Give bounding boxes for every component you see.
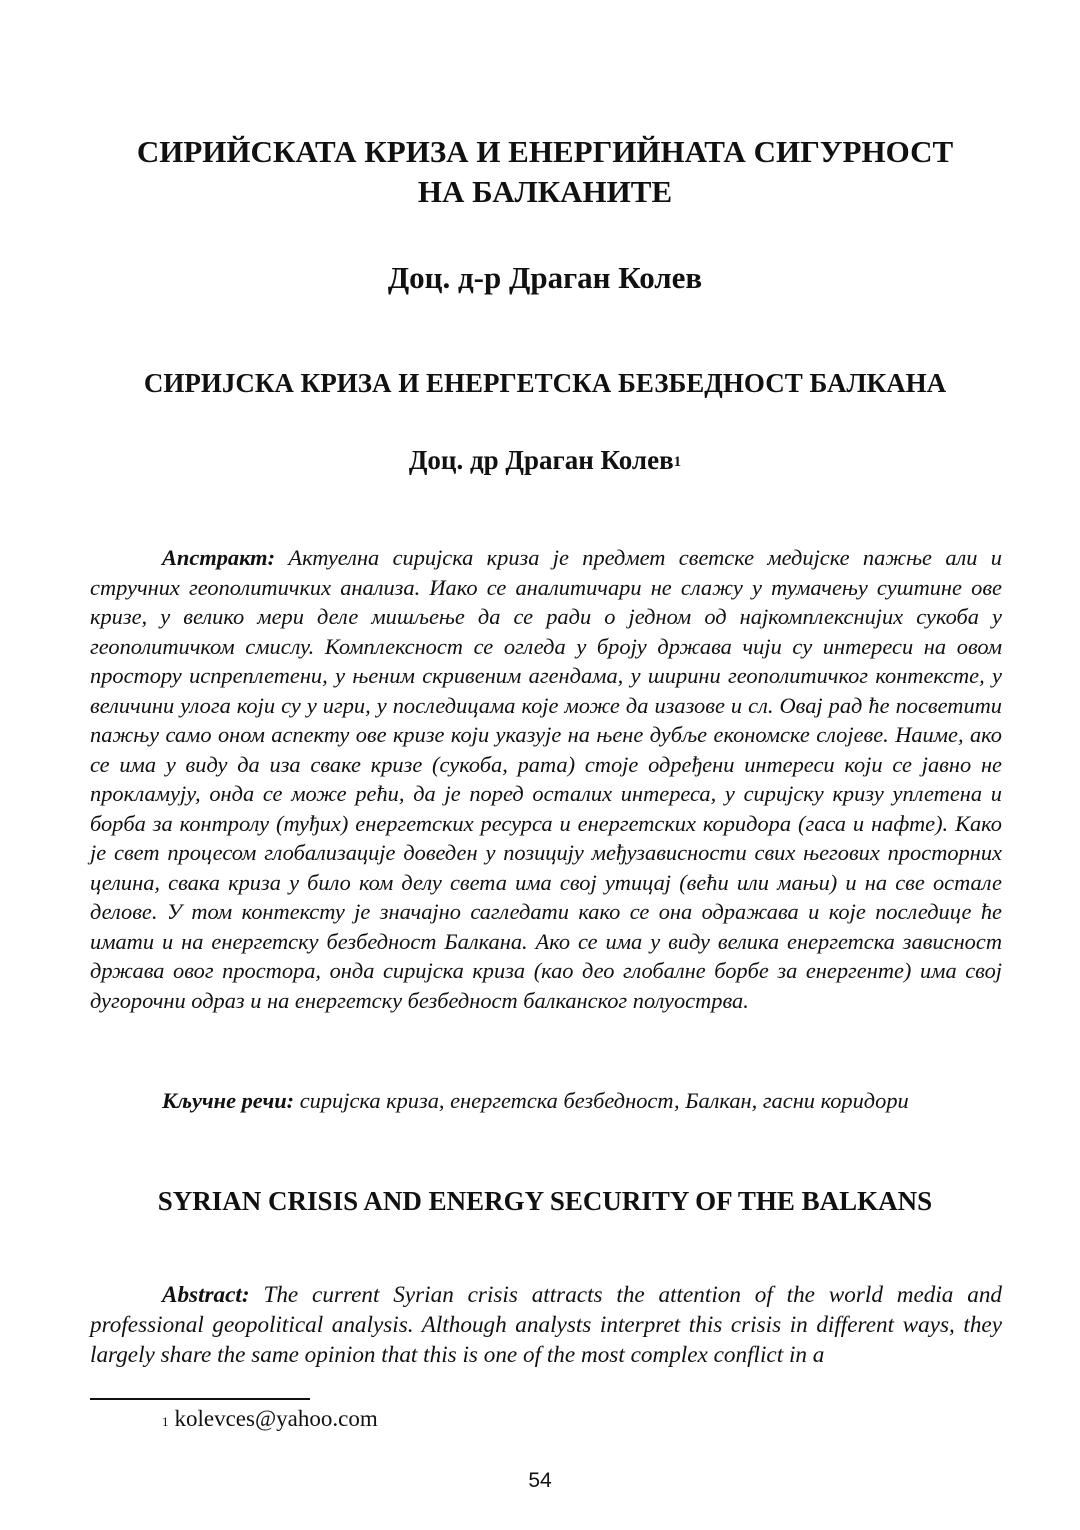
footnote-reference[interactable]: 1: [673, 454, 682, 470]
bulgarian-title-line-2: НА БАЛКАНИТЕ: [417, 174, 673, 209]
serbian-abstract-text: Актуелна сиријска криза је предмет светске медијске пажње али и стручних геополитичких анализа. Иако се аналитичари не слажу у тумачењу суштине ове кризе, у велико мери деле мишљење да се ради о једном од најкомплекснијих сукоба у геополитичком смислу. Комплексност се огледа у броју држава чији су интереси на овом простору испреплетени, у њеним скривеним агендама, у ширини геополитичког контексте, у величини улога који су у игри, у последицама које може да изазове и сл. Овај рад ће посветити пажњу само оном аспекту ове кризе који указује на њене дубље економске слојеве. Наиме, ако се има у виду да иза сваке кризе (сукоба, рата) стоје одређени интереси који се јавно не прокламују, онда се може рећи, да је поред осталих интереса, у сиријску кризу уплетена и борба за контролу (туђих) енергетских ресурса и енергетских коридора (гаса и нафте). Како је свет процесом глобализације доведен у позицију међузависности свих његових просторних целина, свака криза у било ком делу света има свој утицај (већи или мањи) и на све остале делове. У том контексту је значајно сагледати како се она одражава и које последице ће имати и на енергетску безбедност Балкана. Ако се има у виду велика енергетска зависност држава овог простора, онда сиријска криза (као део глобалне борбе за енергенте) има свој дугорочни одраз и на енергетску безбедност балканског полуострва.: [90, 545, 1002, 1013]
footnote-mark: 1: [162, 1414, 169, 1429]
page-number: 54: [528, 1469, 552, 1492]
serbian-author-name: Доц. др Драган Колев: [408, 445, 674, 475]
serbian-title: СИРИЈСКА КРИЗА И ЕНЕРГЕТСКА БЕЗБЕДНОСТ БАЛКАНА: [143, 368, 947, 398]
footnote-email[interactable]: kolevces@yahoo.com: [174, 1406, 378, 1431]
english-abstract-label: Abstract:: [162, 1282, 250, 1308]
english-title: SYRIAN CRISIS AND ENERGY SECURITY OF THE BALKANS: [157, 1186, 933, 1216]
serbian-author: [90, 441, 1000, 479]
bulgarian-title: [90, 132, 1000, 212]
english-abstract: [90, 1280, 1002, 1370]
serbian-abstract-label: Апстракт:: [162, 545, 276, 570]
footnote: [162, 1404, 378, 1434]
serbian-keywords-text: сиријска криза, енергетска безбедност, Балкан, гасни коридори: [299, 1088, 909, 1113]
serbian-keywords: [90, 1086, 1002, 1116]
serbian-abstract: [90, 543, 1002, 1015]
bulgarian-author: Доц. д-р Драган Колев: [387, 260, 703, 295]
footnote-divider: [90, 1398, 310, 1400]
english-abstract-text: The current Syrian crisis attracts the attention of the world media and professional geopolitical analysis. Although analysts interpret this crisis in different ways, they largely share the same opinion that this is one of the most complex conflict in a: [90, 1282, 1003, 1368]
bulgarian-title-line-1: СИРИЙСКАТА КРИЗА И ЕНЕРГИЙНАТА СИГУРНОСТ: [136, 134, 954, 169]
serbian-keywords-label: Кључне речи:: [162, 1088, 295, 1113]
